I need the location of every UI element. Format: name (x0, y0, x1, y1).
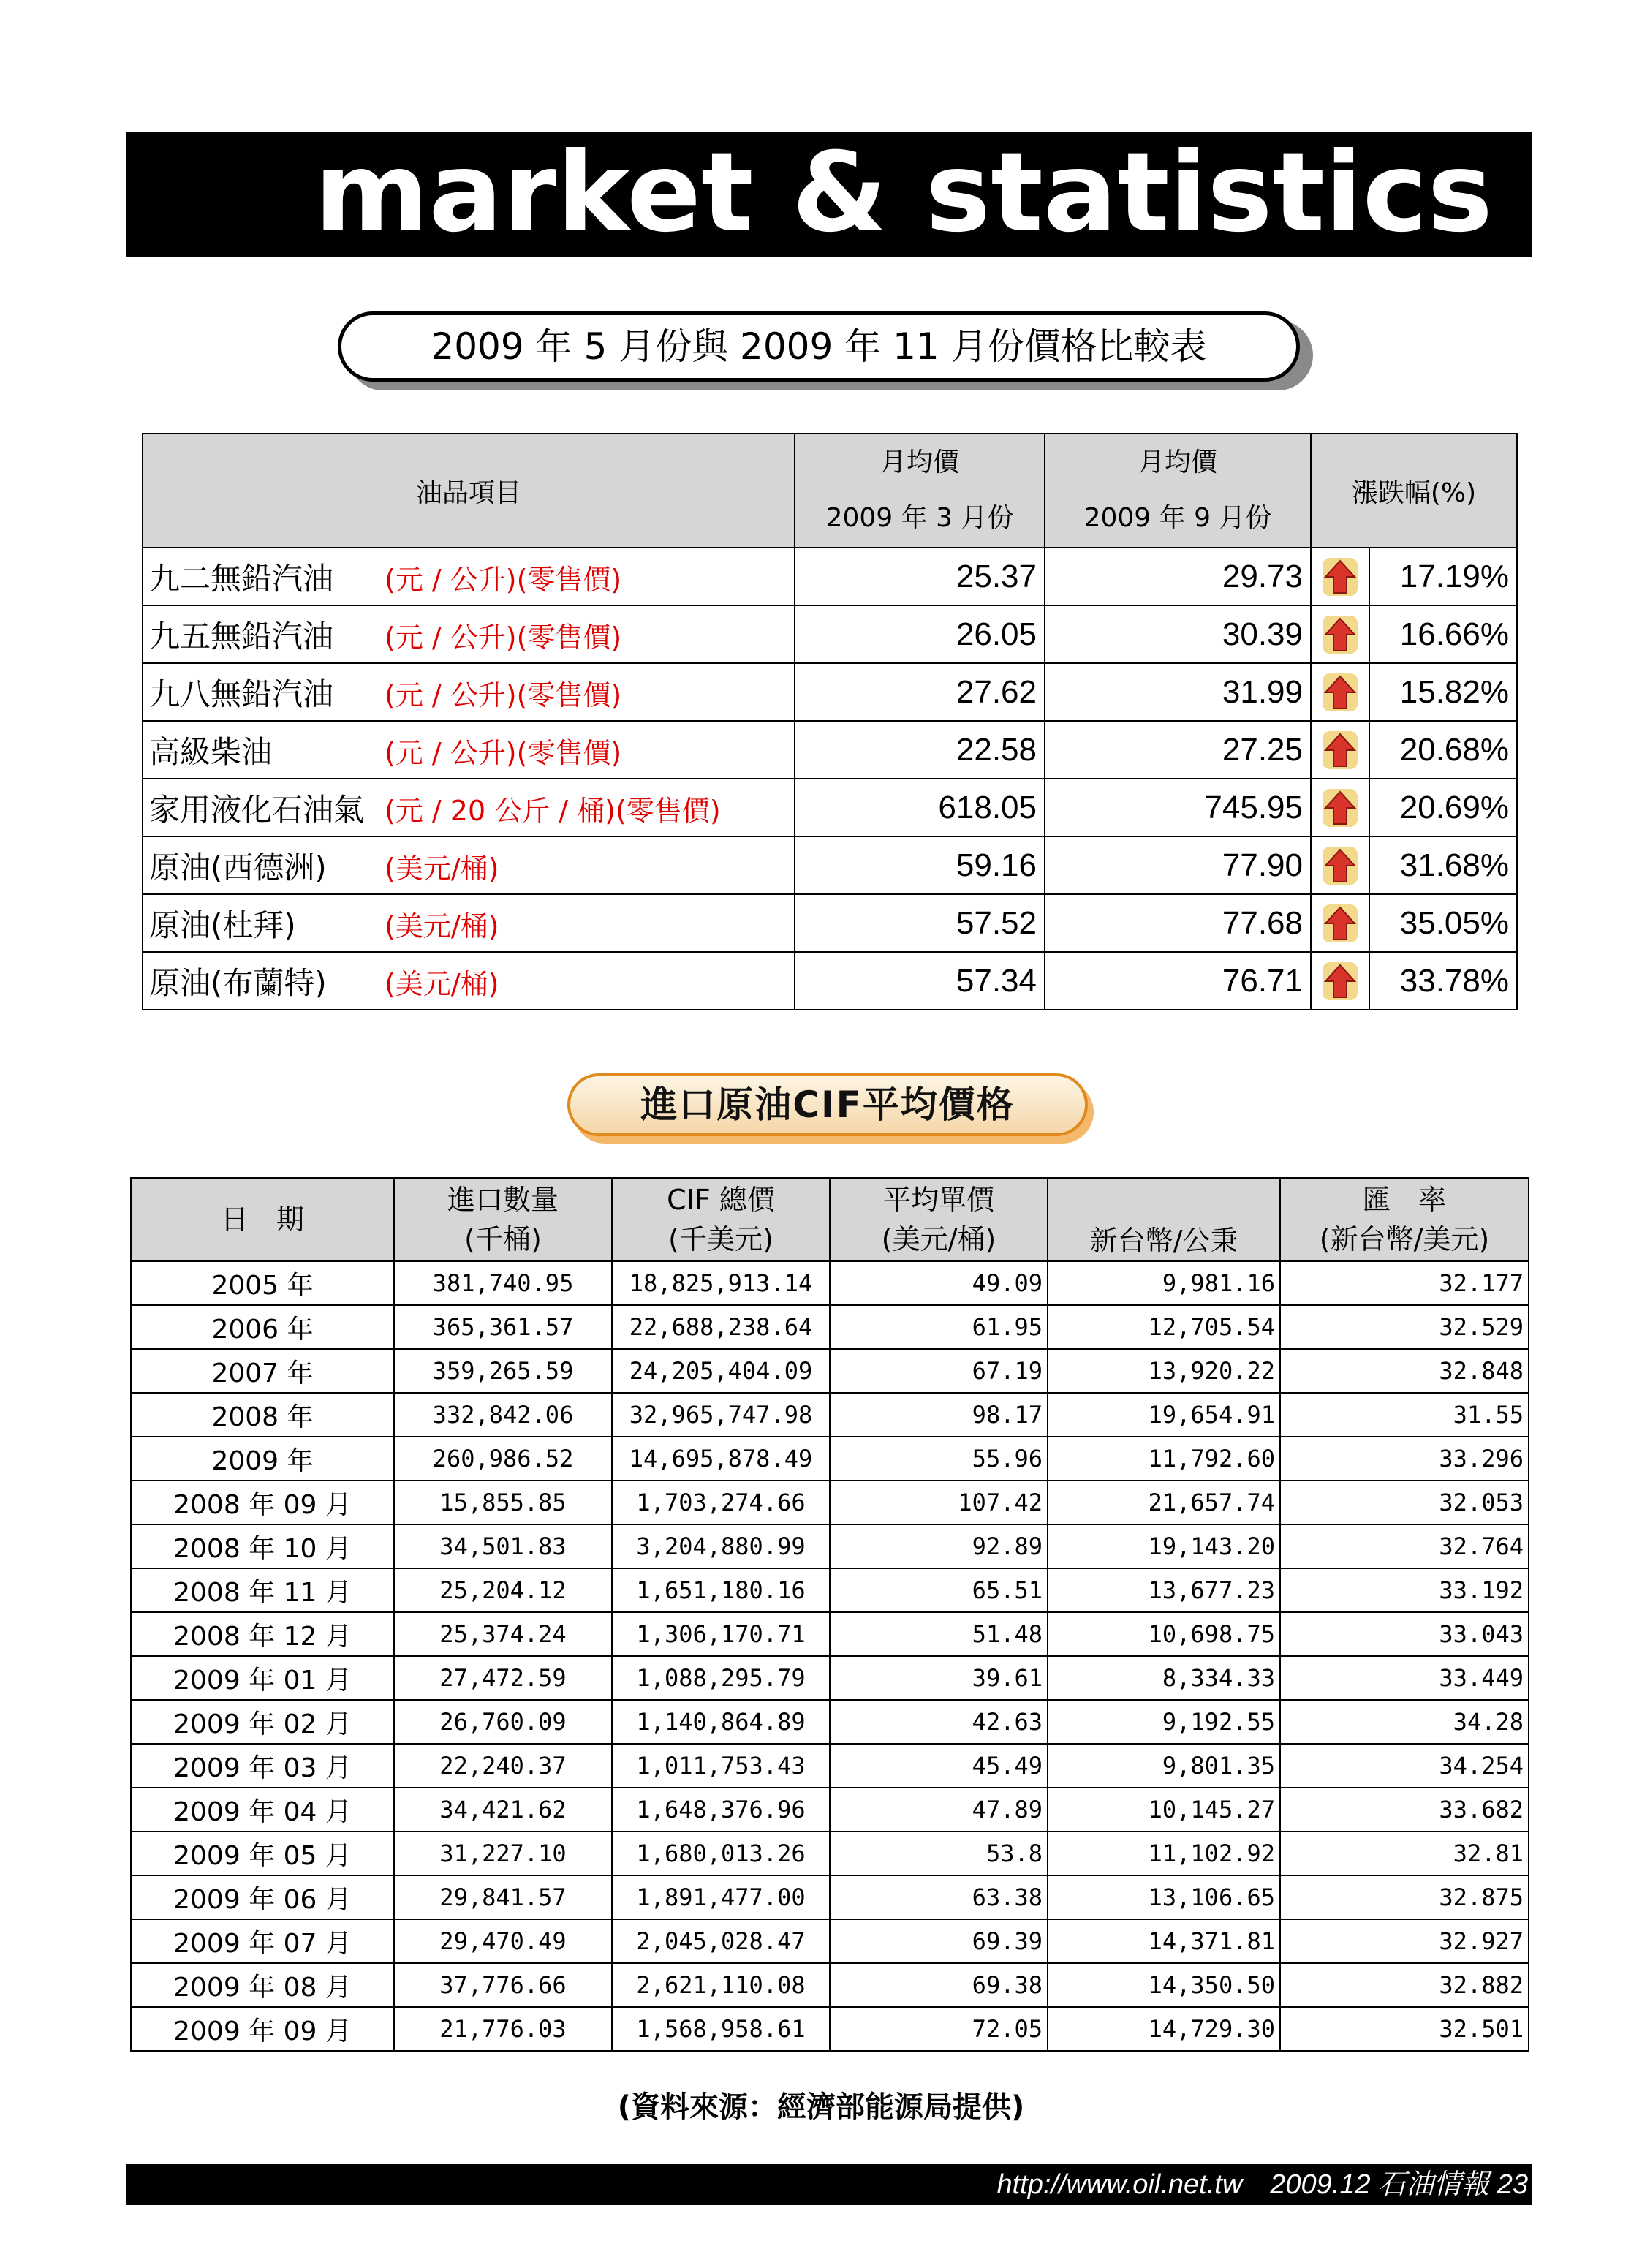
import-qty-cell: 25,374.24 (394, 1612, 612, 1656)
table-row (131, 1437, 1529, 1481)
ntd-per-kl-cell: 14,371.81 (1048, 1919, 1280, 1963)
change-pct-cell: 16.66% (1369, 605, 1517, 663)
march-price-cell: 25.37 (795, 548, 1045, 605)
header-import-qty (394, 1178, 612, 1261)
header-date: 日 期 (131, 1178, 394, 1261)
table-row (131, 1919, 1529, 1963)
avg-price-cell: 39.61 (830, 1656, 1048, 1700)
march-price-cell: 27.62 (795, 663, 1045, 721)
change-pct-cell: 17.19% (1369, 548, 1517, 605)
change-pct-cell: 33.78% (1369, 952, 1517, 1010)
exchange-rate-cell: 33.449 (1280, 1656, 1529, 1700)
item-name: 原油(布蘭特) (149, 964, 327, 1001)
ntd-per-kl-cell: 21,657.74 (1048, 1481, 1280, 1524)
ntd-per-kl-cell: 14,729.30 (1048, 2007, 1280, 2051)
exchange-rate-cell: 32.848 (1280, 1349, 1529, 1393)
header-label: (新台幣/美元) (1319, 1223, 1490, 1255)
item-unit: (元 / 公升)(零售價) (385, 736, 622, 769)
date-cell: 2009 年 04 月 (131, 1788, 394, 1832)
table-row (131, 1612, 1529, 1656)
import-qty-cell: 365,361.57 (394, 1305, 612, 1349)
march-price-cell: 57.34 (795, 952, 1045, 1010)
avg-price-cell: 53.8 (830, 1832, 1048, 1875)
september-price-cell: 30.39 (1045, 605, 1311, 663)
september-price-cell: 77.90 (1045, 836, 1311, 894)
item-cell (143, 548, 795, 605)
avg-price-cell: 49.09 (830, 1261, 1048, 1305)
cif-total-cell: 14,695,878.49 (612, 1437, 830, 1481)
cif-total-cell: 3,204,880.99 (612, 1524, 830, 1568)
header-cif-total (612, 1178, 830, 1261)
table-row (143, 663, 1517, 721)
header-label: 匯 率 (1362, 1184, 1446, 1216)
item-name: 九二無鉛汽油 (149, 560, 334, 597)
exchange-rate-cell: 33.043 (1280, 1612, 1529, 1656)
exchange-rate-cell: 32.927 (1280, 1919, 1529, 1963)
ntd-per-kl-cell: 8,334.33 (1048, 1656, 1280, 1700)
table-row (131, 1700, 1529, 1744)
date-cell: 2009 年 07 月 (131, 1919, 394, 1963)
september-price-cell: 27.25 (1045, 721, 1311, 779)
ntd-per-kl-cell: 9,981.16 (1048, 1261, 1280, 1305)
ntd-per-kl-cell: 13,106.65 (1048, 1875, 1280, 1919)
item-name: 家用液化石油氣 (149, 791, 365, 828)
header-item: 油品項目 (143, 434, 795, 548)
date-cell: 2009 年 09 月 (131, 2007, 394, 2051)
trend-cell (1311, 894, 1369, 952)
cif-total-cell: 2,621,110.08 (612, 1963, 830, 2007)
table-row (143, 836, 1517, 894)
table-row (143, 952, 1517, 1010)
up-arrow-icon (1321, 614, 1359, 655)
header-label: 進口數量 (447, 1184, 559, 1216)
avg-price-cell: 51.48 (830, 1612, 1048, 1656)
item-unit: (美元/桶) (385, 852, 499, 885)
ntd-per-kl-cell: 11,792.60 (1048, 1437, 1280, 1481)
date-cell: 2005 年 (131, 1261, 394, 1305)
header-label: CIF 總價 (667, 1184, 775, 1216)
up-arrow-icon (1321, 672, 1359, 713)
date-cell: 2008 年 12 月 (131, 1612, 394, 1656)
table-row (131, 1963, 1529, 2007)
cif-total-cell: 32,965,747.98 (612, 1393, 830, 1437)
table-row (131, 1788, 1529, 1832)
import-qty-cell: 21,776.03 (394, 2007, 612, 2051)
table-row (131, 1524, 1529, 1568)
cif-total-cell: 1,568,958.61 (612, 2007, 830, 2051)
item-cell (143, 721, 795, 779)
item-unit: (元 / 公升)(零售價) (385, 563, 622, 596)
date-cell: 2007 年 (131, 1349, 394, 1393)
change-pct-cell: 15.82% (1369, 663, 1517, 721)
import-qty-cell: 15,855.85 (394, 1481, 612, 1524)
data-source-note: (資料來源：經濟部能源局提供) (617, 2090, 1025, 2124)
table-row (143, 548, 1517, 605)
date-cell: 2009 年 06 月 (131, 1875, 394, 1919)
header-label: (千桶) (464, 1223, 542, 1255)
september-price-cell: 31.99 (1045, 663, 1311, 721)
avg-price-cell: 69.38 (830, 1963, 1048, 2007)
table2-body (131, 1261, 1529, 2051)
ntd-per-kl-cell: 11,102.92 (1048, 1832, 1280, 1875)
item-name: 九五無鉛汽油 (149, 618, 334, 654)
item-name: 高級柴油 (149, 733, 273, 770)
trend-cell (1311, 721, 1369, 779)
table-header-row (131, 1178, 1529, 1261)
import-qty-cell: 34,501.83 (394, 1524, 612, 1568)
exchange-rate-cell: 32.81 (1280, 1832, 1529, 1875)
exchange-rate-cell: 31.55 (1280, 1393, 1529, 1437)
march-price-cell: 57.52 (795, 894, 1045, 952)
table-row (131, 1261, 1529, 1305)
avg-price-cell: 63.38 (830, 1875, 1048, 1919)
item-unit: (元 / 公升)(零售價) (385, 621, 622, 654)
change-pct-cell: 20.68% (1369, 721, 1517, 779)
cif-total-cell: 1,651,180.16 (612, 1568, 830, 1612)
march-price-cell: 26.05 (795, 605, 1045, 663)
ntd-per-kl-cell: 9,801.35 (1048, 1744, 1280, 1788)
header-label: 月均價 (879, 447, 959, 477)
header-march-avg (795, 434, 1045, 548)
price-comparison-table (142, 433, 1518, 1010)
item-unit: (元 / 公升)(零售價) (385, 678, 622, 711)
cif-total-cell: 1,680,013.26 (612, 1832, 830, 1875)
september-price-cell: 77.68 (1045, 894, 1311, 952)
cif-total-cell: 1,891,477.00 (612, 1875, 830, 1919)
header-label: (千美元) (668, 1223, 773, 1255)
ntd-per-kl-cell: 10,698.75 (1048, 1612, 1280, 1656)
import-qty-cell: 26,760.09 (394, 1700, 612, 1744)
date-cell: 2009 年 (131, 1437, 394, 1481)
march-price-cell: 59.16 (795, 836, 1045, 894)
import-qty-cell: 332,842.06 (394, 1393, 612, 1437)
table-row (143, 721, 1517, 779)
header-exchange-rate (1280, 1178, 1529, 1261)
item-cell (143, 605, 795, 663)
change-pct-cell: 35.05% (1369, 894, 1517, 952)
september-price-cell: 29.73 (1045, 548, 1311, 605)
header-september-avg (1045, 434, 1311, 548)
header-change: 漲跌幅(%) (1311, 434, 1517, 548)
date-cell: 2009 年 03 月 (131, 1744, 394, 1788)
exchange-rate-cell: 34.254 (1280, 1744, 1529, 1788)
date-cell: 2008 年 11 月 (131, 1568, 394, 1612)
exchange-rate-cell: 32.764 (1280, 1524, 1529, 1568)
september-price-cell: 745.95 (1045, 779, 1311, 836)
header-label: 月均價 (1138, 447, 1217, 477)
trend-cell (1311, 605, 1369, 663)
exchange-rate-cell: 34.28 (1280, 1700, 1529, 1744)
avg-price-cell: 65.51 (830, 1568, 1048, 1612)
table1-body (143, 548, 1517, 1010)
cif-total-cell: 1,088,295.79 (612, 1656, 830, 1700)
cif-total-cell: 2,045,028.47 (612, 1919, 830, 1963)
item-cell (143, 952, 795, 1010)
up-arrow-icon (1321, 730, 1359, 771)
item-name: 原油(西德洲) (149, 849, 327, 885)
section-title: market & statistics (314, 129, 1493, 257)
up-arrow-icon (1321, 845, 1359, 886)
avg-price-cell: 42.63 (830, 1700, 1048, 1744)
cif-total-cell: 1,140,864.89 (612, 1700, 830, 1744)
march-price-cell: 22.58 (795, 721, 1045, 779)
ntd-per-kl-cell: 10,145.27 (1048, 1788, 1280, 1832)
table-row (143, 779, 1517, 836)
import-qty-cell: 359,265.59 (394, 1349, 612, 1393)
avg-price-cell: 45.49 (830, 1744, 1048, 1788)
date-cell: 2009 年 05 月 (131, 1832, 394, 1875)
avg-price-cell: 61.95 (830, 1305, 1048, 1349)
march-price-cell: 618.05 (795, 779, 1045, 836)
ntd-per-kl-cell: 14,350.50 (1048, 1963, 1280, 2007)
avg-price-cell: 98.17 (830, 1393, 1048, 1437)
ntd-per-kl-cell: 13,677.23 (1048, 1568, 1280, 1612)
trend-cell (1311, 779, 1369, 836)
avg-price-cell: 107.42 (830, 1481, 1048, 1524)
date-cell: 2008 年 (131, 1393, 394, 1437)
trend-cell (1311, 952, 1369, 1010)
cif-total-cell: 1,011,753.43 (612, 1744, 830, 1788)
header-label: 平均單價 (882, 1184, 994, 1216)
import-qty-cell: 29,470.49 (394, 1919, 612, 1963)
header-ntd-per-kl: 新台幣/公秉 (1048, 1178, 1280, 1261)
cif-total-cell: 24,205,404.09 (612, 1349, 830, 1393)
cif-total-cell: 1,648,376.96 (612, 1788, 830, 1832)
item-unit: (美元/桶) (385, 967, 499, 1000)
change-pct-cell: 20.69% (1369, 779, 1517, 836)
exchange-rate-cell: 33.192 (1280, 1568, 1529, 1612)
table-row (131, 1656, 1529, 1700)
change-pct-cell: 31.68% (1369, 836, 1517, 894)
avg-price-cell: 72.05 (830, 2007, 1048, 2051)
table-row (131, 1349, 1529, 1393)
date-cell: 2009 年 08 月 (131, 1963, 394, 2007)
header-label: 2009 年 9 月份 (1083, 503, 1272, 533)
item-unit: (元 / 20 公斤 / 桶)(零售價) (385, 794, 721, 827)
up-arrow-icon (1321, 961, 1359, 1002)
date-cell: 2006 年 (131, 1305, 394, 1349)
import-qty-cell: 25,204.12 (394, 1568, 612, 1612)
trend-cell (1311, 548, 1369, 605)
item-cell (143, 779, 795, 836)
item-name: 原油(杜拜) (149, 907, 296, 943)
cif-total-cell: 22,688,238.64 (612, 1305, 830, 1349)
ntd-per-kl-cell: 19,654.91 (1048, 1393, 1280, 1437)
ntd-per-kl-cell: 13,920.22 (1048, 1349, 1280, 1393)
avg-price-cell: 55.96 (830, 1437, 1048, 1481)
date-cell: 2008 年 09 月 (131, 1481, 394, 1524)
import-qty-cell: 27,472.59 (394, 1656, 612, 1700)
exchange-rate-cell: 33.296 (1280, 1437, 1529, 1481)
up-arrow-icon (1321, 787, 1359, 828)
exchange-rate-cell: 33.682 (1280, 1788, 1529, 1832)
trend-cell (1311, 663, 1369, 721)
footer-text: http://www.oil.net.tw 2009.12 石油情報 23 (996, 2169, 1528, 2200)
cif-total-cell: 1,703,274.66 (612, 1481, 830, 1524)
import-qty-cell: 381,740.95 (394, 1261, 612, 1305)
up-arrow-icon (1321, 556, 1359, 597)
table2-title: 進口原油CIF平均價格 (567, 1073, 1088, 1136)
cif-total-cell: 1,306,170.71 (612, 1612, 830, 1656)
item-cell (143, 663, 795, 721)
avg-price-cell: 69.39 (830, 1919, 1048, 1963)
up-arrow-icon (1321, 903, 1359, 944)
exchange-rate-cell: 32.875 (1280, 1875, 1529, 1919)
avg-price-cell: 92.89 (830, 1524, 1048, 1568)
table-row (131, 1568, 1529, 1612)
exchange-rate-cell: 32.053 (1280, 1481, 1529, 1524)
header-label: 2009 年 3 月份 (825, 503, 1014, 533)
item-name: 九八無鉛汽油 (149, 676, 334, 712)
exchange-rate-cell: 32.529 (1280, 1305, 1529, 1349)
exchange-rate-cell: 32.501 (1280, 2007, 1529, 2051)
item-cell (143, 836, 795, 894)
trend-cell (1311, 836, 1369, 894)
avg-price-cell: 67.19 (830, 1349, 1048, 1393)
import-qty-cell: 22,240.37 (394, 1744, 612, 1788)
table-row (131, 1832, 1529, 1875)
item-unit: (美元/桶) (385, 910, 499, 942)
import-qty-cell: 260,986.52 (394, 1437, 612, 1481)
item-cell (143, 894, 795, 952)
header-avg-price (830, 1178, 1048, 1261)
header-label: (美元/桶) (881, 1223, 996, 1255)
crude-import-cif-table (130, 1177, 1529, 2052)
exchange-rate-cell: 32.882 (1280, 1963, 1529, 2007)
table-row (131, 1305, 1529, 1349)
table-row (131, 1875, 1529, 1919)
import-qty-cell: 31,227.10 (394, 1832, 612, 1875)
avg-price-cell: 47.89 (830, 1788, 1048, 1832)
import-qty-cell: 37,776.66 (394, 1963, 612, 2007)
table-row (131, 1744, 1529, 1788)
exchange-rate-cell: 32.177 (1280, 1261, 1529, 1305)
date-cell: 2008 年 10 月 (131, 1524, 394, 1568)
table-row (131, 1481, 1529, 1524)
ntd-per-kl-cell: 19,143.20 (1048, 1524, 1280, 1568)
date-cell: 2009 年 02 月 (131, 1700, 394, 1744)
september-price-cell: 76.71 (1045, 952, 1311, 1010)
cif-total-cell: 18,825,913.14 (612, 1261, 830, 1305)
import-qty-cell: 34,421.62 (394, 1788, 612, 1832)
ntd-per-kl-cell: 9,192.55 (1048, 1700, 1280, 1744)
table-row (143, 605, 1517, 663)
import-qty-cell: 29,841.57 (394, 1875, 612, 1919)
table-row (131, 1393, 1529, 1437)
table-row (143, 894, 1517, 952)
date-cell: 2009 年 01 月 (131, 1656, 394, 1700)
ntd-per-kl-cell: 12,705.54 (1048, 1305, 1280, 1349)
table-row (131, 2007, 1529, 2051)
table-header-row (143, 434, 1517, 548)
table1-title: 2009 年 5 月份與 2009 年 11 月份價格比較表 (338, 311, 1300, 382)
